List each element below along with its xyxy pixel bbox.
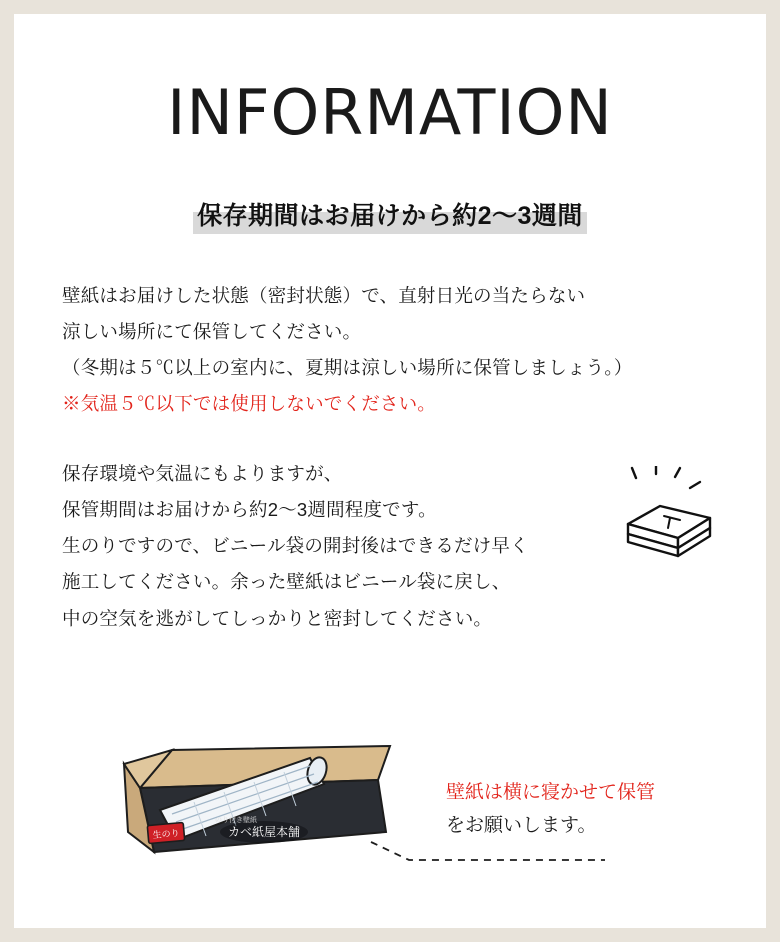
bottom-illustration-area <box>14 714 766 928</box>
subtitle-container <box>14 196 766 234</box>
paragraph-line: 壁紙はお届けした状態（密封状態）で、直射日光の当たらない <box>62 285 586 306</box>
page-subtitle: 保存期間はお届けから約2〜3週間 <box>193 196 587 234</box>
page-title: INFORMATION <box>167 76 613 149</box>
caption-highlight: 壁紙は横に寝かせて保管 <box>446 782 656 803</box>
paragraph-line: 施工してください。余った壁紙はビニール袋に戻し、 <box>62 571 511 593</box>
box-label-sub: のり付き壁紙 <box>215 816 257 824</box>
booklet-icon <box>618 466 728 576</box>
wallpaper-box-illustration <box>114 736 404 876</box>
paragraph-line: 生のりですので、ビニール袋の開封後はできるだけ早く <box>62 535 529 557</box>
paragraph-line: 涼しい場所にて保管してください。 <box>62 321 362 343</box>
paragraph-storage <box>62 278 726 422</box>
paragraph-line: （冬期は５℃以上の室内に、夏期は涼しい場所に保管しましょう。） <box>62 357 633 379</box>
paragraph-line: 保管期間はお届けから約2〜3週間程度です。 <box>62 499 437 521</box>
warning-text: ※気温５℃以下では使用しないでください。 <box>62 393 437 415</box>
pointer-dashed-line <box>369 840 609 864</box>
caption-rest: をお願いします。 <box>446 815 597 837</box>
box-label-main: カベ紙屋本舗 <box>227 825 301 839</box>
document-page <box>14 14 766 928</box>
storage-caption <box>446 776 746 843</box>
paragraph-line: 中の空気を逃がしてしっかりと密封してください。 <box>62 607 493 629</box>
paragraph-line: 保存環境や気温にもよりますが、 <box>62 463 343 485</box>
box-label-tag: 生のり <box>152 828 181 842</box>
body-content <box>62 278 726 637</box>
